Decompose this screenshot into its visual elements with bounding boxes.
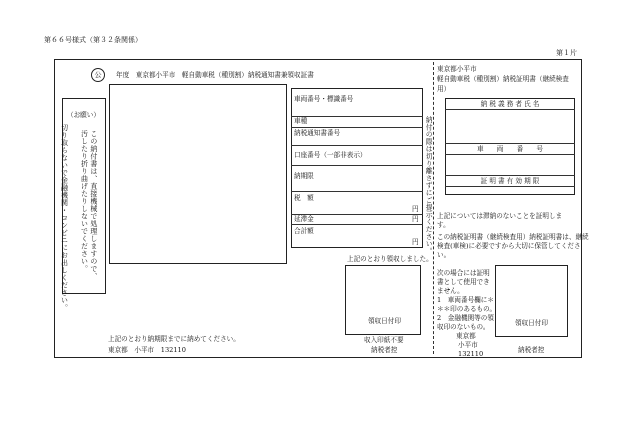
cert-invalid-line: 2 金融機関等の領 — [437, 314, 494, 322]
request-title: （お願い） — [67, 111, 100, 119]
cut-line — [433, 62, 434, 354]
cert-title-line: 軽自動車税（種別割）納税証明書（継続検査 — [437, 75, 569, 83]
cert-keep-line: い。 — [437, 251, 451, 259]
cert-invalid-line: 1 車両番号欄に＊ — [437, 296, 494, 304]
request-line: 汚したり折り曲げたりしないでください。 — [80, 130, 89, 273]
late-fee-label: 延滞金 — [294, 215, 314, 223]
present-note: 納付の際は切り離さずにご提示ください。 — [424, 116, 433, 255]
account-no-label: 口座番号（一部非表示） — [294, 151, 367, 159]
footer-line1: 上記のとおり納期限までに納めてください。 — [108, 335, 240, 343]
cert-invalid-line: 次の場合には証明 — [437, 269, 490, 277]
received-text: 上記のとおり領収しました。 — [347, 255, 433, 263]
request-text — [79, 130, 98, 290]
cert-issuer: 東京都小平市 — [437, 65, 477, 73]
receipt-stamp-label: 領収日付印 — [368, 317, 401, 325]
cert-invalid-line: ＊＊印のあるもの。 — [437, 305, 497, 313]
cert-addr-line: 小平市 — [458, 341, 478, 349]
vehicle-no-label: 車両番号・標識番号 — [294, 95, 354, 103]
cert-title-line: 用） — [437, 85, 451, 93]
cert-invalid-line: ません。 — [437, 287, 464, 295]
tax-yen: 円 — [412, 205, 419, 213]
vehicle-type-label: 車種 — [294, 117, 308, 125]
cert-addr-line: 東京都 — [456, 332, 476, 340]
cert-proof-line: す。 — [437, 221, 450, 229]
cert-copy-label: 納税者控 — [518, 346, 545, 354]
form-code: 第６６号様式（第３２条関係） — [44, 36, 142, 44]
stamp-copy-label: 納税者控 — [371, 346, 398, 354]
cert-proof-line: 上記については滞納のないことを証明しま — [437, 212, 563, 220]
cert-keep-line: この納税証明書（継続検査用）納税証明書は、継続 — [437, 233, 589, 241]
cert-invalid-line: 書として使用でき — [437, 278, 490, 286]
cert-vehicle-no: 車 両 番 号 — [477, 145, 543, 153]
stamp-fee-note: 収入印紙不要 — [364, 336, 404, 344]
tax-amount-label: 税 額 — [294, 194, 314, 202]
total-label: 合計額 — [294, 227, 314, 235]
cert-stamp-label: 領収日付印 — [515, 319, 548, 327]
request-line: この納付書は、直接機械で処理しますので、 — [89, 130, 98, 280]
cut-instruction: 切り取らないで金融機関・コンビニにお出しください。 — [60, 124, 69, 312]
cert-invalid-line: 収印のないもの。 — [437, 323, 490, 331]
footer-line2: 東京都 小平市 132110 — [108, 346, 186, 354]
late-fee-yen: 円 — [412, 215, 419, 223]
cert-keep-line: 検査(車検)に必要ですから大切に保管してくださ — [437, 242, 581, 250]
page-label: 第１片 — [556, 49, 577, 57]
ocr-area — [109, 84, 287, 264]
total-yen: 円 — [412, 238, 419, 246]
cert-addr-line: 132110 — [458, 350, 484, 358]
due-date-label: 納期限 — [294, 172, 314, 180]
main-title: 年度 東京都小平市 軽自動車税（種別割）納税通知書兼領収証書 — [116, 71, 314, 79]
notice-no-label: 納税通知書番号 — [294, 129, 341, 137]
cert-taxpayer-name: 納 税 義 務 者 氏 名 — [480, 100, 540, 108]
seal-mark: 公 — [91, 68, 105, 82]
cert-validity: 証 明 書 有 効 期 限 — [480, 177, 540, 185]
